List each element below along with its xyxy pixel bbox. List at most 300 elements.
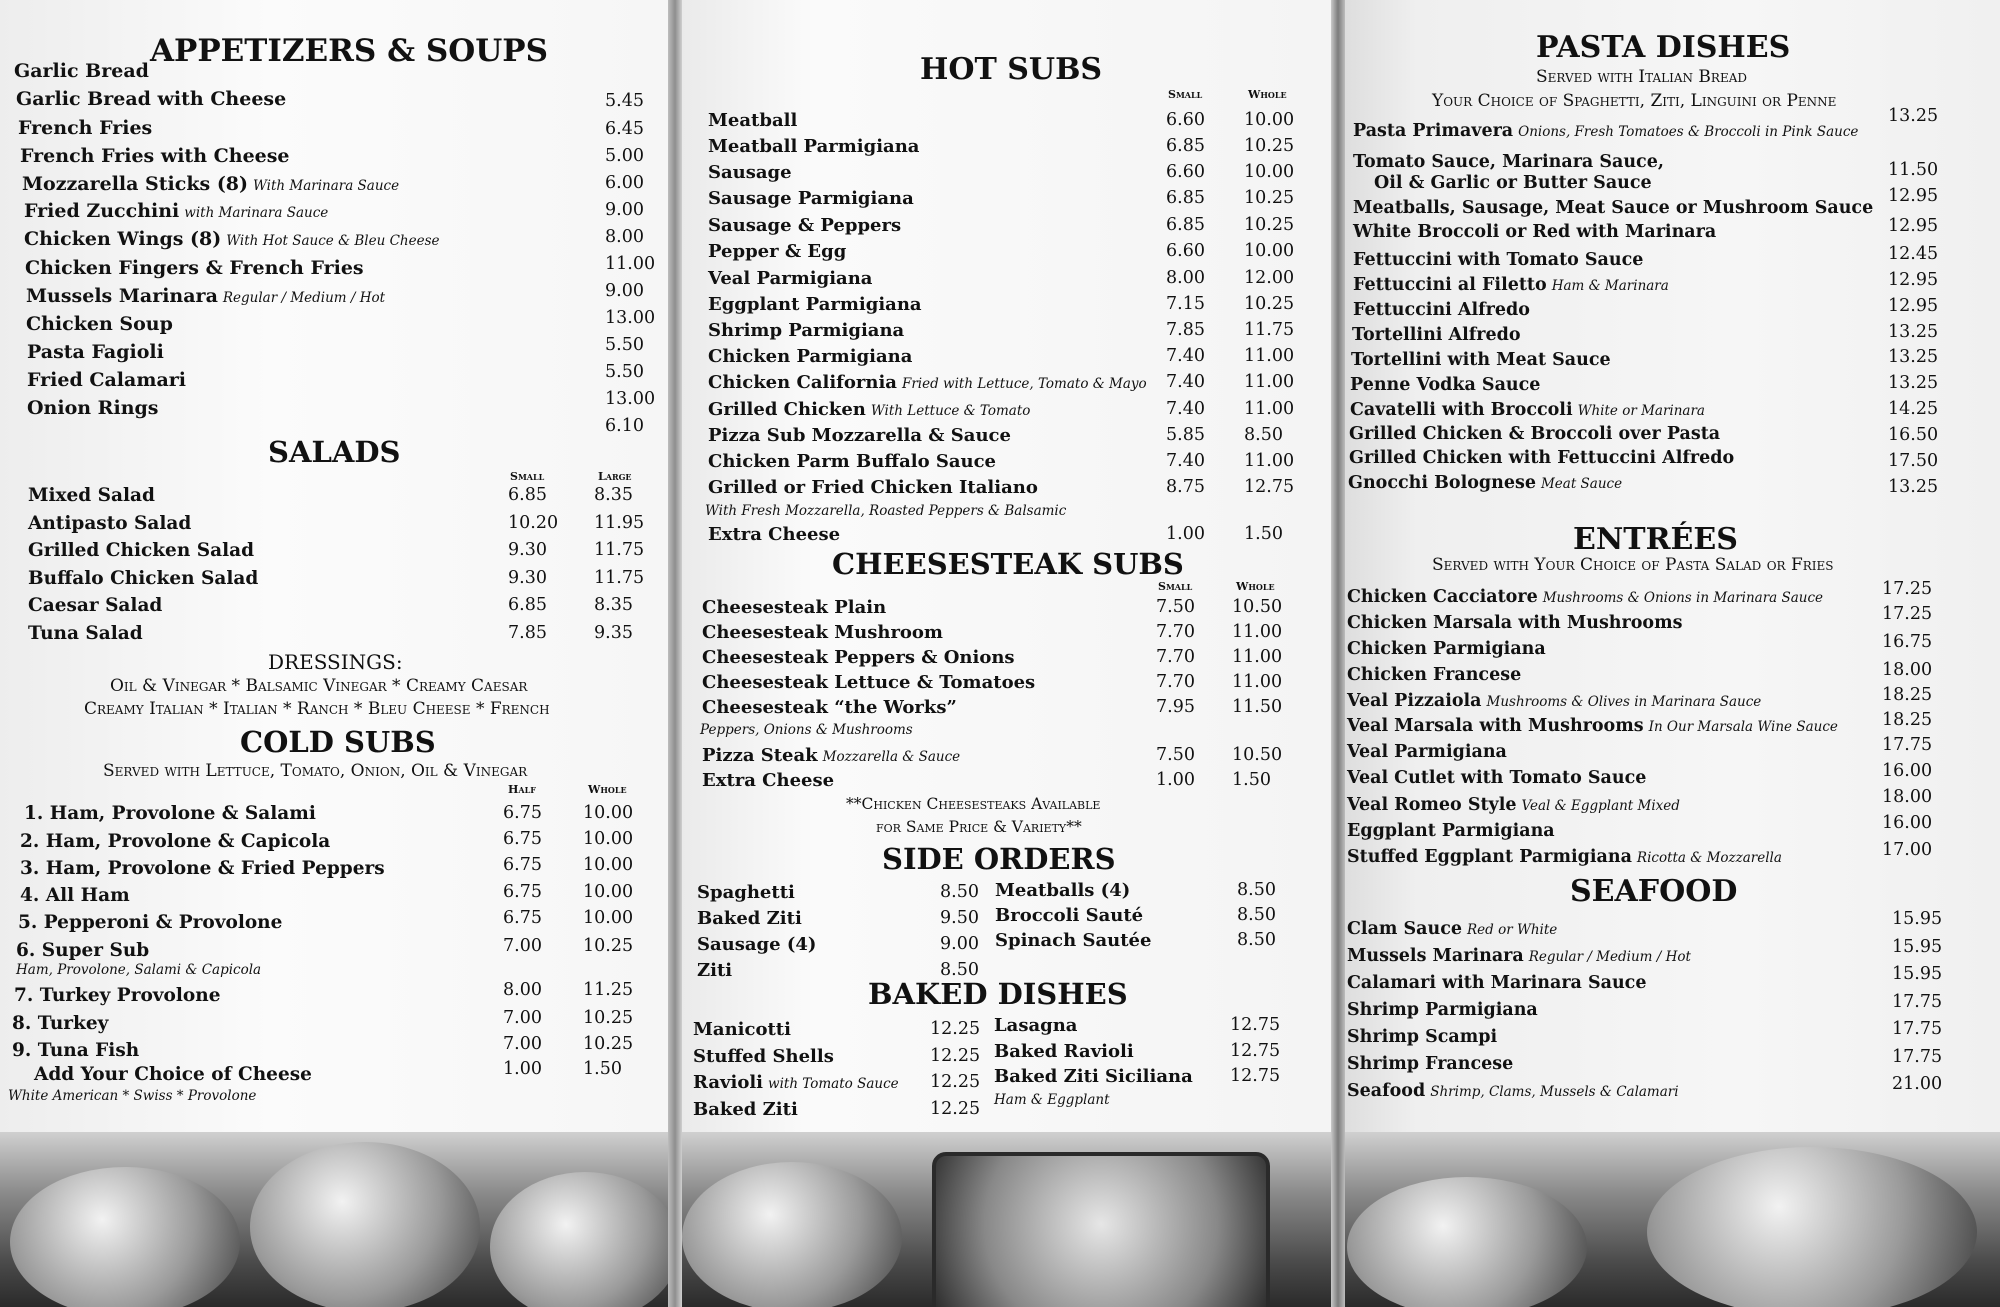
item-price: 11.50 [1888, 160, 1939, 180]
item-name: Cheesesteak Plain [702, 597, 887, 618]
item-price: 11.00 [1244, 346, 1295, 366]
item-name: Eggplant Parmigiana [708, 294, 922, 315]
item-price: 8.50 [940, 882, 979, 902]
item-price: 11.00 [605, 254, 656, 274]
item-name: 4. All Ham [20, 885, 130, 906]
item-price: 7.95 [1156, 697, 1195, 717]
menu-item [708, 268, 872, 289]
item-name: White Broccoli or Red with Marinara [1353, 222, 1717, 242]
item-name: Ziti [697, 960, 733, 981]
page-fold [668, 0, 682, 1307]
menu-item [708, 451, 996, 472]
item-price: 13.25 [1888, 106, 1939, 126]
item-price: 7.15 [1166, 294, 1205, 314]
item-name: 6. Super Sub [16, 940, 150, 961]
item-description: With Lettuce & Tomato [870, 403, 1031, 419]
item-price: 13.00 [605, 308, 656, 328]
menu-item [18, 117, 152, 139]
item-name: Penne Vodka Sauce [1350, 375, 1541, 395]
item-price: 8.50 [940, 960, 979, 980]
item-name: Baked Ziti [697, 908, 802, 929]
item-price: 1.00 [1156, 770, 1195, 790]
item-name: Chicken Soup [26, 313, 173, 335]
item-price: 18.25 [1882, 685, 1933, 705]
column-header-half: Half [508, 783, 536, 796]
item-price: 17.75 [1892, 991, 1943, 1012]
item-price: 6.85 [508, 595, 547, 615]
menu-item [28, 595, 162, 616]
item-name: Chicken Cacciatore [1347, 587, 1538, 607]
item-description: In Our Marsala Wine Sauce [1648, 719, 1838, 735]
item-name: Pasta Fagioli [27, 341, 164, 363]
item-price: 12.25 [930, 1045, 981, 1066]
section-title-cold-subs: COLD SUBS [240, 725, 436, 759]
column-header-small: Small [510, 470, 545, 483]
item-price: 12.25 [930, 1072, 981, 1092]
section-title-cheesesteak: CHEESESTEAK SUBS [832, 547, 1184, 581]
menu-item [1347, 613, 1682, 633]
item-description: Onions, Fresh Tomatoes & Broccoli in Pink Sauce [1518, 124, 1859, 140]
menu-item [697, 960, 732, 981]
menu-item [1347, 587, 1823, 607]
menu-item [1374, 173, 1652, 193]
menu-item [697, 934, 816, 955]
item-name: Chicken Parmigiana [708, 346, 913, 367]
italiano-description: With Fresh Mozzarella, Roasted Peppers & Balsamic [705, 503, 1067, 519]
item-price: 10.00 [583, 908, 634, 928]
menu-item [708, 477, 1038, 498]
item-price: 17.75 [1882, 735, 1933, 755]
item-description: Veal & Eggplant Mixed [1521, 798, 1680, 814]
item-description: Mushrooms & Onions in Marinara Sauce [1542, 590, 1824, 606]
food-photo-strip [0, 1132, 672, 1307]
item-name: Veal Parmigiana [1347, 742, 1507, 762]
item-price: 7.40 [1166, 346, 1205, 366]
item-price: 9.00 [605, 200, 644, 220]
item-price: 6.00 [605, 173, 644, 193]
item-price: 11.00 [1232, 622, 1283, 642]
item-price: 6.85 [1166, 188, 1205, 208]
menu-item [1347, 716, 1838, 736]
menu-item [1347, 919, 1557, 939]
item-price: 10.25 [1244, 294, 1295, 314]
item-name: Cheesesteak Lettuce & Tomatoes [702, 672, 1036, 693]
menu-item [24, 228, 440, 250]
item-price: 10.00 [583, 829, 634, 849]
column-header-whole: Whole [588, 783, 627, 796]
menu-item [708, 162, 792, 183]
item-description: with Marinara Sauce [184, 205, 329, 221]
menu-item [708, 136, 919, 157]
item-price: 6.60 [1166, 162, 1205, 182]
menu-item [18, 912, 282, 933]
item-description: with Tomato Sauce [768, 1076, 899, 1092]
section-title-salads: SALADS [268, 435, 401, 469]
menu-item [1353, 222, 1716, 242]
item-name: Garlic Bread with Cheese [16, 88, 287, 110]
item-price: 9.00 [940, 934, 979, 954]
menu-item [697, 908, 802, 929]
item-description: Red or White [1467, 922, 1558, 938]
menu-item [702, 647, 1015, 668]
item-name: Meatball Parmigiana [708, 136, 920, 157]
item-name: Gnocchi Bolognese [1348, 473, 1536, 493]
menu-item [708, 215, 901, 236]
menu-item [1349, 424, 1720, 444]
item-name: Pasta Primavera [1353, 121, 1514, 141]
item-price: 21.00 [1892, 1074, 1943, 1094]
item-name: Spinach Sautée [995, 930, 1152, 951]
item-price: 6.75 [503, 829, 542, 849]
item-name: Add Your Choice of Cheese [34, 1064, 312, 1085]
item-name: 8. Turkey [12, 1013, 109, 1034]
menu-item [1353, 121, 1858, 141]
item-price: 11.00 [1244, 372, 1295, 392]
item-price: 10.20 [508, 512, 559, 533]
item-name: Stuffed Eggplant Parmigiana [1347, 847, 1632, 867]
menu-item [22, 173, 399, 195]
item-price: 9.30 [508, 540, 547, 560]
item-price: 17.25 [1882, 579, 1933, 599]
item-description: Regular / Medium / Hot [1528, 949, 1691, 965]
menu-item [20, 831, 330, 852]
menu-item [1347, 847, 1782, 867]
item-price: 11.00 [1232, 647, 1283, 667]
item-name: French Fries [18, 117, 153, 139]
item-name: Tortellini Alfredo [1352, 325, 1521, 345]
item-name: Caesar Salad [28, 595, 163, 616]
item-price: 8.35 [594, 595, 633, 615]
section-title-hot-subs: HOT SUBS [920, 52, 1103, 87]
item-description: Mushrooms & Olives in Marinara Sauce [1486, 694, 1762, 710]
page-fold [1331, 0, 1345, 1307]
super-sub-description: Ham, Provolone, Salami & Capicola [16, 962, 262, 978]
item-price: 11.00 [1244, 399, 1295, 419]
menu-item [1347, 665, 1521, 685]
item-price: 7.40 [1166, 451, 1205, 471]
item-price: 6.60 [1166, 241, 1205, 261]
item-name: Sausage Parmigiana [708, 188, 914, 209]
item-price: 12.95 [1888, 296, 1939, 316]
item-name: Sausage [708, 162, 792, 183]
the-works-description: Peppers, Onions & Mushrooms [700, 722, 913, 738]
item-price: 11.75 [594, 540, 645, 560]
item-name: Broccoli Sauté [995, 905, 1144, 926]
item-price: 10.25 [583, 936, 634, 956]
dressings-line: Oil & Vinegar * Balsamic Vinegar * Creamy Caesar [110, 676, 528, 696]
item-name: Spaghetti [697, 882, 795, 903]
item-price: 12.75 [1244, 477, 1295, 497]
item-name: Tuna Salad [28, 622, 143, 644]
item-name: Extra Cheese [702, 770, 835, 791]
item-price: 8.50 [1237, 880, 1276, 900]
menu-item [20, 885, 130, 906]
item-price: 16.00 [1882, 813, 1933, 833]
item-name: Mixed Salad [28, 485, 155, 506]
menu-item [702, 597, 886, 618]
item-price: 7.85 [1166, 320, 1205, 340]
column-header-whole: Whole [1248, 88, 1287, 101]
column-header-large: Large [598, 470, 632, 483]
section-subtitle: Served with Italian Bread [1536, 67, 1747, 87]
item-price: 5.45 [605, 91, 644, 111]
item-price: 17.75 [1892, 1019, 1943, 1039]
item-name: Meatballs, Sausage, Meat Sauce or Mushroom Sauce [1353, 198, 1874, 218]
item-price: 10.00 [1244, 110, 1295, 130]
item-name: Shrimp Parmigiana [1347, 1000, 1538, 1020]
menu-item [708, 294, 922, 315]
item-price: 6.75 [503, 908, 542, 928]
menu-item [27, 369, 186, 391]
menu-item [1348, 473, 1622, 493]
item-price: 11.95 [594, 512, 645, 533]
menu-item [1347, 768, 1646, 788]
item-price: 8.75 [1166, 477, 1205, 497]
dressings-line: Creamy Italian * Italian * Ranch * Bleu Cheese * French [84, 699, 550, 719]
item-price: 6.10 [605, 416, 644, 436]
item-price: 10.25 [1244, 215, 1295, 235]
item-name: Tomato Sauce, Marinara Sauce, [1353, 152, 1664, 172]
menu-item [16, 940, 149, 961]
menu-item [28, 540, 254, 561]
item-price: 15.95 [1892, 936, 1943, 957]
item-name: Shrimp Scampi [1347, 1027, 1498, 1047]
menu-item [1353, 300, 1530, 320]
item-name: Antipasto Salad [28, 512, 192, 534]
item-name: 3. Ham, Provolone & Fried Peppers [20, 858, 385, 879]
item-name: Baked Ziti Siciliana [994, 1066, 1193, 1087]
menu-item [28, 485, 155, 506]
item-name: Sausage & Peppers [708, 215, 902, 236]
cheesesteak-footnote: **Chicken Cheesesteaks Available [846, 795, 1101, 813]
item-price: 6.60 [1166, 110, 1205, 130]
menu-item [20, 858, 385, 879]
item-name: Veal Cutlet with Tomato Sauce [1347, 768, 1647, 788]
item-price: 15.95 [1892, 909, 1943, 929]
food-photo-strip [1337, 1132, 2000, 1307]
item-name: Tortellini with Meat Sauce [1351, 350, 1611, 370]
item-price: 7.00 [503, 936, 542, 956]
item-price: 1.00 [1166, 524, 1205, 544]
item-price: 5.00 [605, 146, 644, 166]
item-price: 12.00 [1244, 268, 1295, 288]
item-price: 9.50 [940, 908, 979, 928]
section-title-pasta: PASTA DISHES [1536, 30, 1791, 65]
item-price: 7.85 [508, 622, 547, 643]
item-description: Regular / Medium / Hot [222, 290, 386, 306]
item-description: Meat Sauce [1540, 476, 1623, 492]
item-name: 1. Ham, Provolone & Salami [24, 803, 316, 824]
menu-item [702, 770, 834, 791]
menu-item [693, 1046, 834, 1067]
item-price: 9.35 [594, 622, 633, 643]
menu-item [708, 320, 904, 341]
item-name: Cavatelli with Broccoli [1350, 400, 1573, 420]
menu-item [20, 145, 290, 167]
item-name: Grilled Chicken & Broccoli over Pasta [1349, 424, 1721, 444]
menu-item [693, 1072, 899, 1093]
item-name: 2. Ham, Provolone & Capicola [20, 831, 331, 852]
item-price: 8.50 [1237, 930, 1276, 950]
item-price: 13.25 [1888, 322, 1939, 342]
item-price: 12.95 [1888, 216, 1939, 236]
item-description: Ricotta & Mozzarella [1636, 850, 1782, 866]
menu-item [708, 372, 1147, 393]
menu-item [1353, 152, 1664, 172]
item-price: 12.25 [930, 1098, 981, 1119]
menu-item [1347, 639, 1546, 659]
item-name: Pizza Steak [702, 745, 818, 766]
item-name: Fettuccini al Filetto [1353, 275, 1547, 295]
item-name: Buffalo Chicken Salad [28, 567, 259, 589]
item-price: 17.25 [1882, 604, 1933, 624]
dressings-title: DRESSINGS: [268, 650, 403, 674]
menu-item [1353, 275, 1669, 295]
item-name: Meatballs (4) [995, 880, 1131, 901]
item-price: 1.50 [583, 1059, 622, 1079]
item-price: 8.00 [1166, 268, 1205, 288]
item-name: Fried Zucchini [24, 200, 180, 222]
section-title-appetizers: APPETIZERS & SOUPS [150, 33, 548, 69]
item-name: Grilled Chicken [708, 399, 866, 420]
item-price: 10.50 [1232, 745, 1283, 765]
menu-item [26, 313, 173, 335]
item-price: 8.00 [503, 980, 542, 1000]
item-price: 13.00 [605, 389, 656, 409]
menu-item [1347, 946, 1691, 966]
menu-item [708, 241, 846, 262]
menu-item [702, 697, 957, 718]
item-price: 7.40 [1166, 399, 1205, 419]
item-price: 6.75 [503, 803, 542, 823]
item-name: Grilled or Fried Chicken Italiano [708, 477, 1038, 498]
item-name: Veal Romeo Style [1347, 795, 1517, 815]
menu-item [702, 745, 960, 766]
menu-item [995, 930, 1151, 951]
item-price: 9.30 [508, 567, 547, 588]
item-price: 13.25 [1888, 477, 1939, 497]
item-name: Grilled Chicken Salad [28, 540, 255, 561]
item-price: 11.50 [1232, 697, 1283, 717]
item-description: White or Marinara [1577, 403, 1705, 419]
menu-item [1353, 198, 1873, 218]
item-price: 1.00 [503, 1059, 542, 1079]
menu-item [34, 1064, 312, 1085]
item-price: 7.40 [1166, 372, 1205, 392]
item-price: 6.45 [605, 119, 644, 139]
item-price: 5.50 [605, 335, 644, 355]
item-name: Grilled Chicken with Fettuccini Alfredo [1349, 448, 1735, 468]
menu-item [994, 1015, 1077, 1036]
menu-item [1347, 691, 1761, 711]
item-name: Veal Parmigiana [708, 268, 873, 289]
item-name: Clam Sauce [1347, 919, 1463, 939]
item-name: Chicken Parm Buffalo Sauce [708, 451, 997, 472]
menu-item [693, 1019, 791, 1040]
menu-item [693, 1099, 798, 1120]
menu-item [1350, 400, 1705, 420]
menu-item [1347, 1027, 1497, 1047]
item-price: 7.70 [1156, 672, 1195, 692]
item-price: 10.25 [583, 1034, 634, 1054]
item-name: Fettuccini with Tomato Sauce [1353, 250, 1644, 270]
item-name: Baked Ziti [693, 1098, 798, 1120]
item-name: Chicken Fingers & French Fries [25, 257, 364, 279]
item-price: 12.45 [1888, 244, 1939, 264]
menu-item [708, 524, 840, 545]
menu-item [1349, 448, 1734, 468]
item-name: Ravioli [693, 1072, 764, 1093]
item-price: 7.70 [1156, 622, 1195, 642]
item-price: 16.50 [1888, 425, 1939, 445]
menu-item [1352, 325, 1521, 345]
item-name: Chicken Parmigiana [1347, 639, 1546, 659]
item-name: Onion Rings [27, 397, 159, 419]
column-header-small: Small [1168, 88, 1203, 101]
item-price: 8.00 [605, 227, 644, 247]
item-price: 13.25 [1888, 373, 1939, 393]
item-name: Shrimp Francese [1347, 1054, 1514, 1074]
menu-item [708, 425, 1011, 446]
menu-item [994, 1041, 1134, 1062]
section-title-seafood: SEAFOOD [1570, 874, 1738, 909]
menu-item [24, 803, 316, 824]
menu-item [994, 1066, 1193, 1087]
menu-item [708, 110, 797, 131]
item-price: 8.50 [1244, 425, 1283, 445]
item-price: 11.00 [1232, 672, 1283, 692]
item-price: 11.75 [594, 567, 645, 588]
cheesesteak-footnote: for Same Price & Variety** [876, 818, 1082, 836]
item-name: Pepper & Egg [708, 241, 847, 262]
menu-item [1347, 1081, 1679, 1101]
item-description: Shrimp, Clams, Mussels & Calamari [1430, 1084, 1679, 1100]
item-price: 7.50 [1156, 745, 1195, 765]
menu-item [12, 1013, 108, 1034]
menu-item [26, 285, 385, 307]
item-name: Meatball [708, 110, 798, 131]
item-name: Fried Calamari [27, 369, 186, 391]
item-price: 10.00 [583, 855, 634, 875]
menu-item [27, 397, 159, 419]
item-price: 17.50 [1888, 451, 1939, 471]
item-price: 18.00 [1882, 787, 1933, 807]
item-price: 10.00 [583, 803, 634, 823]
menu-item [1347, 1000, 1538, 1020]
item-price: 17.00 [1882, 840, 1933, 860]
item-name: Seafood [1347, 1081, 1426, 1101]
menu-item [697, 882, 795, 903]
section-title-entrees: ENTRÉES [1573, 522, 1738, 557]
menu-item [1353, 250, 1643, 270]
item-name: Mussels Marinara [26, 285, 218, 307]
section-subtitle: Your Choice of Spaghetti, Ziti, Linguini or Penne [1432, 91, 1837, 111]
item-name: French Fries with Cheese [20, 145, 290, 167]
item-name: Veal Marsala with Mushrooms [1347, 716, 1644, 736]
item-price: 6.85 [508, 485, 547, 505]
item-description: With Marinara Sauce [253, 178, 400, 194]
item-price: 12.75 [1230, 1066, 1281, 1086]
item-price: 10.00 [1244, 162, 1295, 182]
menu-item [24, 200, 328, 222]
item-price: 6.85 [1166, 136, 1205, 156]
item-name: Mozzarella Sticks (8) [22, 173, 249, 195]
section-subtitle: Served with Lettuce, Tomato, Onion, Oil & Vinegar [103, 761, 528, 781]
menu-item [12, 1040, 139, 1061]
item-price: 9.00 [605, 281, 644, 301]
item-name: 9. Tuna Fish [12, 1040, 140, 1061]
item-price: 8.50 [1237, 905, 1276, 925]
